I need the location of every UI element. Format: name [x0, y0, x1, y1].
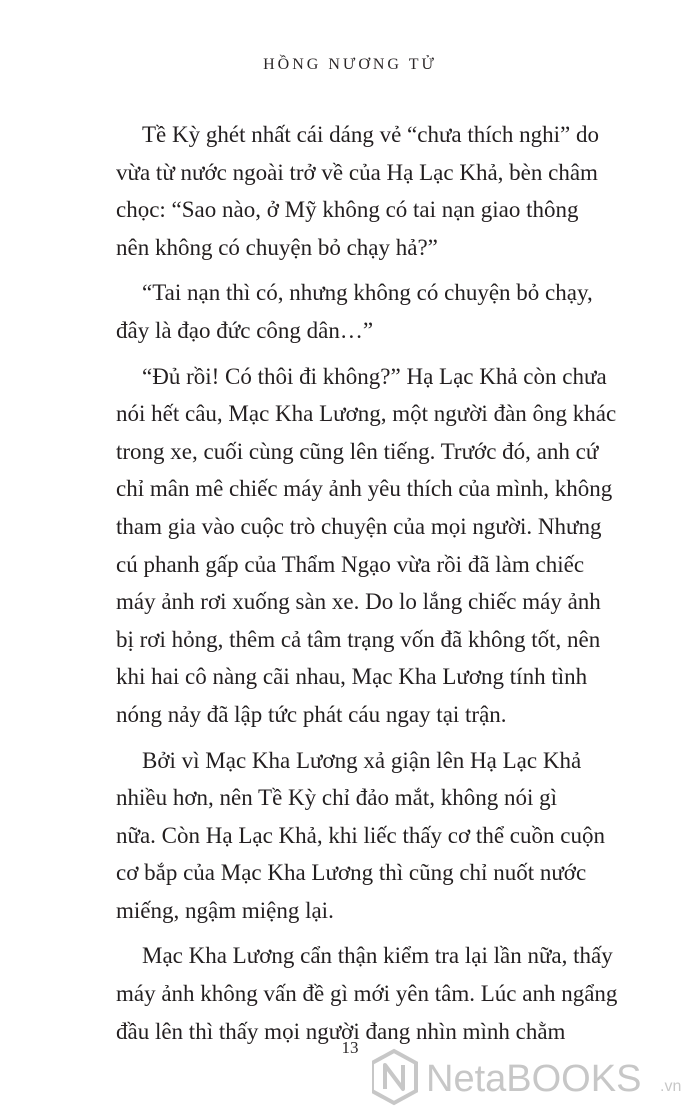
text-line: nóng nảy đã lập tức phát cáu ngay tại trận. [116, 701, 507, 727]
text-line: nói hết câu, Mạc Kha Lương, một người đàn ông khác [116, 401, 617, 427]
text-line: chọc: “Sao nào, ở Mỹ không có tai nạn giao thông [116, 197, 579, 223]
paragraph [116, 116, 604, 266]
text-line: Mạc Kha Lương cẩn thận kiểm tra lại lần nữa, thấy [142, 943, 613, 969]
text-line: cơ bắp của Mạc Kha Lương thì cũng chỉ nuốt nước [116, 860, 587, 886]
text-line: cú phanh gấp của Thẩm Ngạo vừa rồi đã làm chiếc [116, 551, 585, 577]
body-text [116, 116, 618, 1058]
running-head: HỒNG NƯƠNG TỬ [263, 56, 437, 73]
text-line: Tề Kỳ ghét nhất cái dáng vẻ “chưa thích nghi” do [142, 122, 599, 147]
text-line: bị rơi hỏng, thêm cả tâm trạng vốn đã không tốt, nên [116, 626, 601, 652]
watermark-domain-suffix: .vn [660, 1078, 682, 1095]
paragraph [116, 358, 617, 734]
paragraph [116, 937, 618, 1050]
text-line: khi hai cô nàng cãi nhau, Mạc Kha Lương tính tình [116, 664, 588, 690]
text-line: máy ảnh rơi xuống sàn xe. Do lo lắng chiếc máy ảnh [116, 589, 601, 615]
text-line: “Đủ rồi! Có thôi đi không?” Hạ Lạc Khả còn chưa [142, 363, 607, 389]
page-number: 13 [341, 1038, 359, 1057]
text-line: máy ảnh không vấn đề gì mới yên tâm. Lúc anh ngẩng [116, 981, 618, 1007]
text-line: vừa từ nước ngoài trở về của Hạ Lạc Khả, bèn châm [116, 159, 598, 185]
text-line: chỉ mân mê chiếc máy ảnh yêu thích của mình, không [116, 476, 613, 502]
paragraph [116, 742, 604, 930]
text-line: miếng, ngậm miệng lại. [116, 897, 334, 923]
paragraph [116, 274, 604, 349]
text-line: Bởi vì Mạc Kha Lương xả giận lên Hạ Lạc Khả [142, 747, 582, 773]
text-line: trong xe, cuối cùng cũng lên tiếng. Trước đó, anh cứ [116, 438, 599, 464]
text-line: tham gia vào cuộc trò chuyện của mọi người. Nhưng [116, 513, 602, 539]
text-line: nữa. Còn Hạ Lạc Khả, khi liếc thấy cơ thể cuồn cuộn [116, 822, 605, 848]
text-line: nên không có chuyện bỏ chạy hả?” [116, 234, 438, 260]
watermark-brand-text: NetaBOOKS [426, 1058, 642, 1100]
text-line: “Tai nạn thì có, nhưng không có chuyện bỏ chạy, [142, 280, 593, 306]
netabooks-watermark [372, 1043, 692, 1113]
text-line: nhiều hơn, nên Tề Kỳ chỉ đảo mắt, không nói gì [116, 785, 557, 811]
netabooks-logo-icon [372, 1051, 416, 1103]
text-line: đầu lên thì thấy mọi người đang nhìn mình chằm [116, 1018, 566, 1044]
text-line: đây là đạo đức công dân…” [116, 317, 374, 343]
